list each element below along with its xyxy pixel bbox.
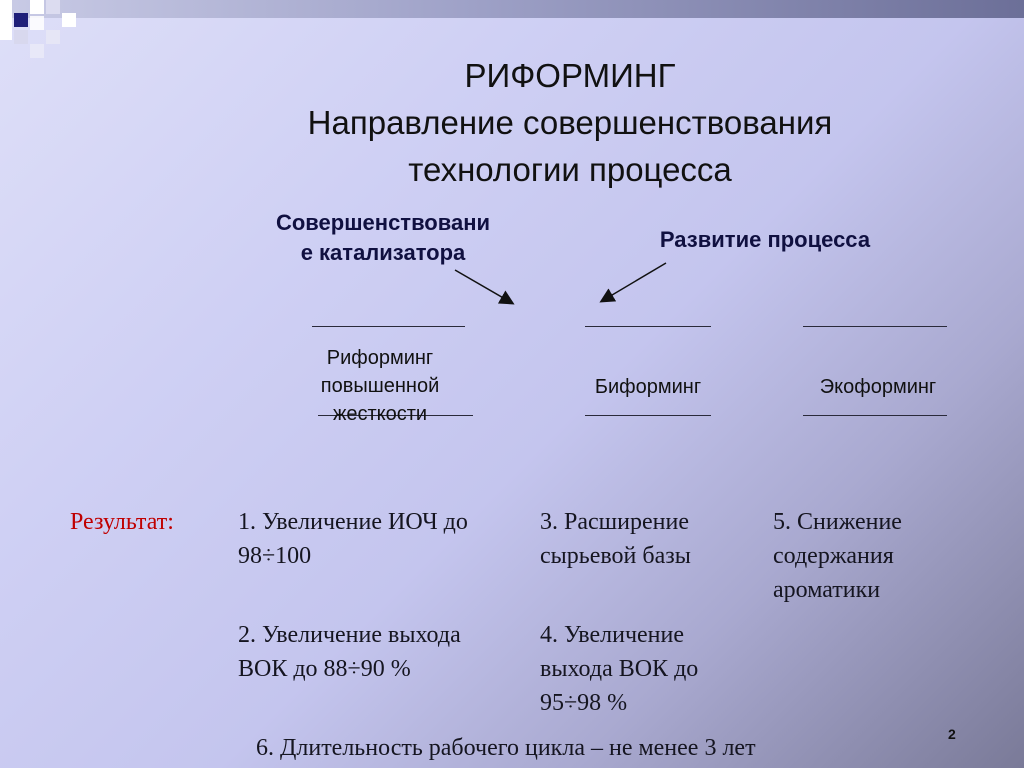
result-line: 1. Увеличение ИОЧ до: [238, 509, 468, 535]
method-line: повышенной: [320, 375, 440, 397]
result-5: [773, 505, 993, 607]
method-ecoforming: [790, 373, 966, 401]
arrows: [440, 255, 680, 315]
title-line-1: РИФОРМИНГ: [464, 57, 676, 94]
result-line: 3. Расширение: [540, 509, 689, 535]
result-1: [238, 505, 528, 573]
arrow-left: [455, 270, 512, 303]
catalyst-heading-line-1: Совершенствовани: [275, 210, 491, 235]
divider-line: [803, 326, 947, 327]
arrow-right: [602, 263, 666, 301]
result-line: содержания: [773, 543, 894, 569]
method-line: жесткости: [332, 403, 428, 425]
result-line: ВОК до 88÷90 %: [238, 656, 411, 682]
method-high-severity-reforming: [290, 344, 470, 428]
result-line: 95÷98 %: [540, 690, 628, 716]
result-line: 4. Увеличение: [540, 622, 685, 648]
divider-line: [803, 415, 947, 416]
method-line: Биформинг: [594, 376, 702, 398]
result-line: 5. Снижение: [773, 509, 902, 535]
result-line: 2. Увеличение выхода: [238, 622, 461, 648]
result-line: ароматики: [773, 577, 881, 603]
result-3: [540, 505, 760, 573]
result-line: выхода ВОК до: [540, 656, 699, 682]
result-line: сырьевой базы: [540, 543, 691, 569]
top-decor-bar: [0, 0, 1024, 18]
page-number: 2: [948, 726, 956, 742]
title-line-2: Направление совершенствования: [307, 104, 833, 141]
result-line: 98÷100: [238, 543, 312, 569]
result-6: 6. Длительность рабочего цикла – не менее 3 лет: [256, 735, 756, 761]
process-heading: Развитие процесса: [659, 227, 871, 252]
method-line: Экоформинг: [819, 376, 937, 398]
result-2: [238, 618, 528, 686]
divider-line: [585, 415, 711, 416]
slide-title: [200, 52, 940, 193]
divider-line: [585, 326, 711, 327]
divider-line: [312, 326, 465, 327]
title-line-3: технологии процесса: [408, 151, 732, 188]
result-label: Результат:: [70, 509, 174, 535]
method-biforming: [560, 373, 736, 401]
result-4: [540, 618, 760, 720]
catalyst-heading-line-2: е катализатора: [300, 240, 466, 265]
method-line: Риформинг: [326, 347, 434, 369]
